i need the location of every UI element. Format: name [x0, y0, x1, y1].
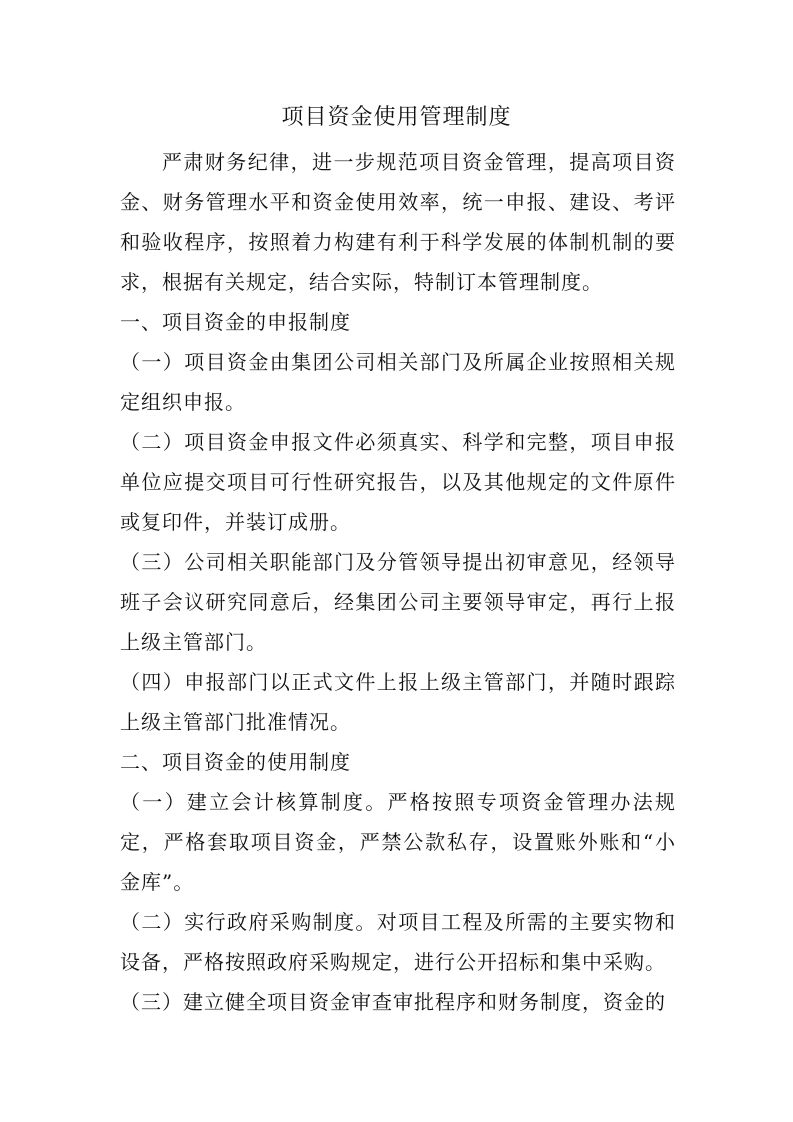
application-item-3: （三）公司相关职能部门及分管领导提出初审意见，经领导班子会议研究同意后，经集团公司主要领导审定，再行上报上级主管部门。 [120, 550, 676, 654]
section-heading-usage: 二、项目资金的使用制度 [120, 750, 351, 774]
section-heading-application: 一、项目资金的申报制度 [120, 310, 351, 334]
usage-item-2: （二）实行政府采购制度。对项目工程及所需的主要实物和设备，严格按照政府采购规定，进行公开招标和集中采购。 [120, 910, 676, 974]
usage-item-3: （三）建立健全项目资金审查审批程序和财务制度，资金的 [120, 990, 666, 1014]
intro-paragraph: 严肃财务纪律，进一步规范项目资金管理，提高项目资金、财务管理水平和资金使用效率，统一申报、建设、考评和验收程序，按照着力构建有利于科学发展的体制机制的要求，根据有关规定，结合实际，特制订本管理制度。 [120, 150, 676, 294]
application-item-4: （四）申报部门以正式文件上报上级主管部门，并随时跟踪上级主管部门批准情况。 [120, 670, 676, 734]
usage-item-1: （一）建立会计核算制度。严格按照专项资金管理办法规定，严格套取项目资金，严禁公款私存，设置账外账和“小金库”。 [120, 790, 676, 894]
application-item-2: （二）项目资金申报文件必须真实、科学和完整，项目申报单位应提交项目可行性研究报告，以及其他规定的文件原件或复印件，并装订成册。 [120, 430, 676, 534]
document-body [120, 142, 676, 1022]
document-title: 项目资金使用管理制度 [281, 105, 512, 130]
application-item-1: （一）项目资金由集团公司相关部门及所属企业按照相关规定组织申报。 [120, 350, 676, 414]
